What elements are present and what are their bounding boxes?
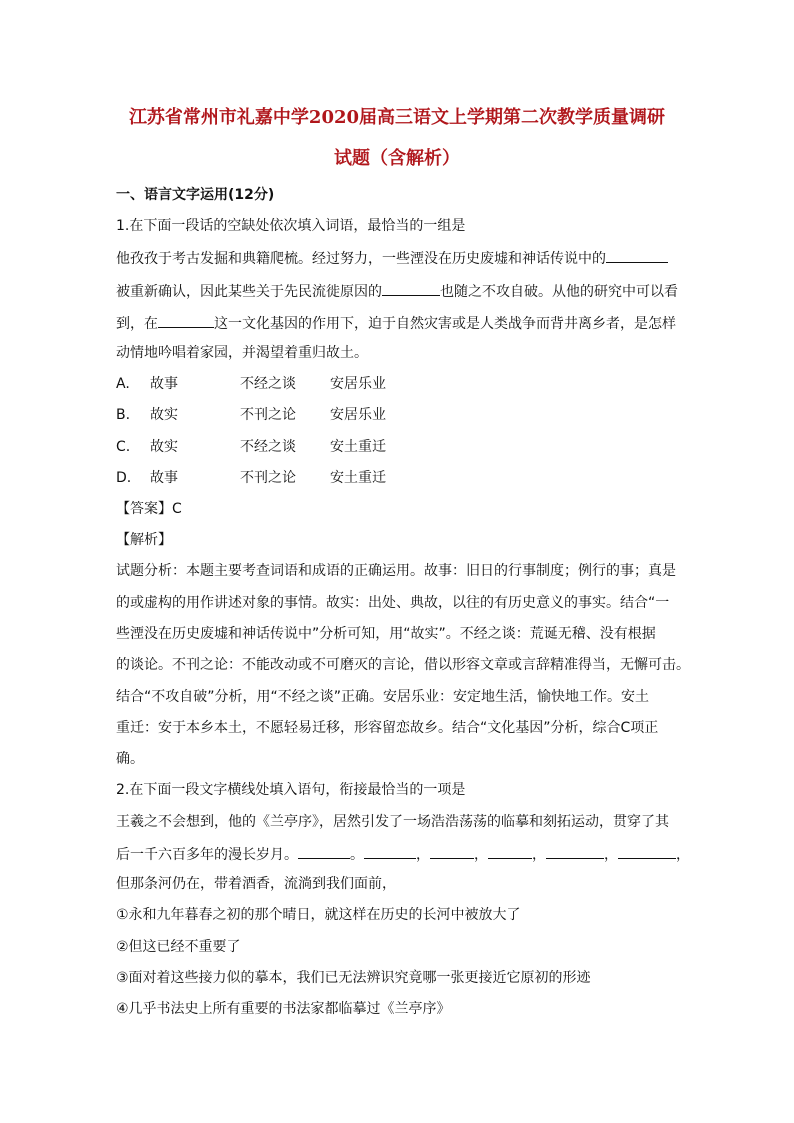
passage-text: 也随之不攻自破。从他的研究中可以看 xyxy=(440,284,678,300)
passage-text: 后一千六百多年的漫长岁月。 xyxy=(116,847,298,863)
punctuation: ， xyxy=(604,847,618,863)
question-2-item: ②但这已经不重要了 xyxy=(116,939,241,955)
question-2-item: ③面对着这些接力似的摹本，我们已无法辨识究竟哪一张更接近它原初的形迹 xyxy=(116,970,591,986)
option-word: 故事 xyxy=(150,376,178,392)
option-word: 不刊之论 xyxy=(240,470,296,486)
document-title-line2: 试题（含解析） xyxy=(334,148,460,169)
fill-blank xyxy=(618,844,676,859)
analysis-line: 些湮没在历史废墟和神话传说中”分析可知，用“故实”。不经之谈：荒诞无稽、没有根据 xyxy=(116,626,656,642)
option-word: 不经之谈 xyxy=(240,376,296,392)
punctuation: 。 xyxy=(350,847,364,863)
question-2-passage-line: 但那条河仍在，带着酒香，流淌到我们面前， xyxy=(116,876,396,892)
option-word: 故事 xyxy=(150,470,178,486)
question-2-item: ①永和九年暮春之初的那个晴日，就这样在历史的长河中被放大了 xyxy=(116,907,521,923)
punctuation: ， xyxy=(532,847,546,863)
question-1-passage-line xyxy=(116,313,676,333)
option-letter: B. xyxy=(116,407,131,423)
option-word: 安土重迁 xyxy=(330,439,386,455)
fill-blank xyxy=(382,281,440,296)
fill-blank xyxy=(488,844,532,859)
punctuation: ， xyxy=(416,847,430,863)
passage-text: 他孜孜于考古发掘和典籍爬梳。经过努力，一些湮没在历史废墟和神话传说中的 xyxy=(116,251,606,267)
document-title-line1: 江苏省常州市礼嘉中学2020届高三语文上学期第二次教学质量调研 xyxy=(128,107,666,128)
option-c xyxy=(116,438,386,456)
question-1-stem: 1.在下面一段话的空缺处依次填入词语，最恰当的一组是 xyxy=(116,218,466,234)
analysis-line: 重迁：安于本乡本土，不愿轻易迁移，形容留恋故乡。结合“文化基因”分析，综合C项正 xyxy=(116,720,659,736)
option-d xyxy=(116,469,386,487)
question-2-item: ④几乎书法史上所有重要的书法家都临摹过《兰亭序》 xyxy=(116,1001,451,1017)
question-1-passage-line xyxy=(116,248,668,268)
passage-text: 被重新确认，因此某些关于先民流徙原因的 xyxy=(116,284,382,300)
option-word: 故实 xyxy=(150,439,178,455)
option-letter: D. xyxy=(116,470,132,486)
option-word: 故实 xyxy=(150,407,178,423)
option-letter: C. xyxy=(116,439,131,455)
punctuation: ， xyxy=(676,847,690,863)
option-word: 安土重迁 xyxy=(330,470,386,486)
analysis-line: 的或虚构的用作讲述对象的事情。故实：出处、典故，以往的有历史意义的事实。结合“一 xyxy=(116,595,670,611)
question-2-stem: 2.在下面一段文字横线处填入语句，衔接最恰当的一项是 xyxy=(116,782,466,798)
question-2-passage-line xyxy=(116,844,690,864)
option-b xyxy=(116,406,386,424)
section-heading: 一、语言文字运用(12分) xyxy=(116,187,275,203)
analysis-line: 试题分析：本题主要考查词语和成语的正确运用。故事：旧日的行事制度；例行的事；真是 xyxy=(116,563,676,579)
punctuation: ， xyxy=(474,847,488,863)
option-letter: A. xyxy=(116,376,130,392)
question-1-passage-line xyxy=(116,281,678,301)
analysis-label: 【解析】 xyxy=(116,532,172,548)
question-1-passage-line: 动情地吟唱着家园，并渴望着重归故土。 xyxy=(116,345,368,361)
analysis-line: 确。 xyxy=(116,751,144,767)
analysis-line: 结合“不攻自破”分析，用“不经之谈”正确。安居乐业：安定地生活，愉快地工作。安土 xyxy=(116,689,650,705)
passage-text: 到，在 xyxy=(116,316,158,332)
fill-blank xyxy=(606,248,668,263)
fill-blank xyxy=(298,844,350,859)
fill-blank xyxy=(430,844,474,859)
option-a xyxy=(116,375,386,393)
fill-blank xyxy=(158,313,214,328)
fill-blank xyxy=(364,844,416,859)
option-word: 不经之谈 xyxy=(240,439,296,455)
option-word: 安居乐业 xyxy=(330,407,386,423)
fill-blank xyxy=(546,844,604,859)
question-2-passage-line: 王羲之不会想到，他的《兰亭序》，居然引发了一场浩浩荡荡的临摹和刻拓运动，贯穿了其 xyxy=(116,814,669,830)
analysis-line: 的谈论。不刊之论：不能改动或不可磨灭的言论，借以形容文章或言辞精准得当，无懈可击。 xyxy=(116,657,690,673)
answer-label: 【答案】C xyxy=(116,501,182,517)
passage-text: 这一文化基因的作用下，迫于自然灾害或是人类战争而背井离乡者，是怎样 xyxy=(214,316,676,332)
option-word: 安居乐业 xyxy=(330,376,386,392)
option-word: 不刊之论 xyxy=(240,407,296,423)
